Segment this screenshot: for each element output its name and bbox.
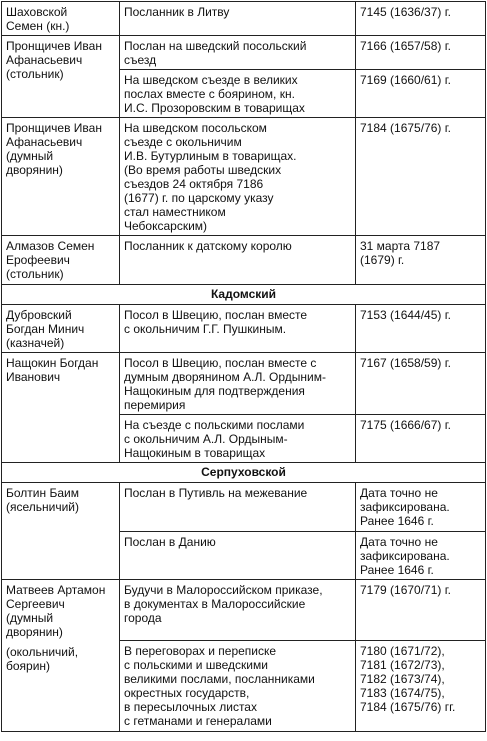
envoys-table: [1, 1, 486, 732]
name-cell: Нащокин Богдан Иванович: [2, 353, 120, 463]
name-cell: Пронщичев Иван Афанасьевич (стольник): [2, 36, 120, 118]
description-cell: В переговорах и переписке с польскими и шведскими великими послами, посланниками окрестных государств, в пересылочных листах с гетманами и генералами: [120, 641, 356, 732]
date-cell: 7179 (1670/71) г.: [356, 580, 486, 641]
name-cell: Шаховской Семен (кн.): [2, 2, 120, 36]
description-cell: Будучи в Малороссийском приказе, в документах в Малороссийские города: [120, 580, 356, 641]
description-cell: Посол в Швецию, послан вместе с думным дворянином А.Л. Ордыним- Нащокиным для подтверждения перемирия: [120, 353, 356, 415]
date-cell: 7145 (1636/37) г.: [356, 2, 486, 36]
description-cell: Посол в Швецию, послан вместе с окольничим Г.Г. Пушкиным.: [120, 305, 356, 353]
date-cell: 7180 (1671/72), 7181 (1672/73), 7182 (1673/74), 7183 (1674/75), 7184 (1675/76) гг.: [356, 641, 486, 732]
name-cell: Болтин Баим (ясельничий): [2, 483, 120, 580]
name-cell: Пронщичев Иван Афанасьевич (думный дворянин): [2, 118, 120, 236]
date-cell: 7169 (1660/61) г.: [356, 70, 486, 118]
description-cell: Послан в Данию: [120, 532, 356, 580]
date-cell: 7184 (1675/76) г.: [356, 118, 486, 236]
date-cell: 7167 (1658/59) г.: [356, 353, 486, 415]
description-cell: На шведском съезде в великих послах вместе с боярином, кн. И.С. Прозоровским в товарищах: [120, 70, 356, 118]
section-row: [2, 463, 486, 483]
description-cell: На съезде с польскими послами с окольничим А.Л. Ордыным- Нащокиным в товарищах: [120, 415, 356, 463]
description-cell: На шведском посольском съезде с окольничим И.В. Бутурлиным в товарищах. (Во время работы шведских съездов 24 октября 7186 (1677) г. по царскому указу стал наместником Чебоксарским): [120, 118, 356, 236]
name-cell: Дубровский Богдан Минич (казначей): [2, 305, 120, 353]
table-row: [2, 353, 486, 415]
table-row: [2, 2, 486, 36]
date-cell: 31 марта 7187 (1679) г.: [356, 236, 486, 285]
table-row: [2, 236, 486, 285]
description-cell: Послан в Путивль на межевание: [120, 483, 356, 532]
date-cell: 7153 (1644/45) г.: [356, 305, 486, 353]
description-cell: Посланник в Литву: [120, 2, 356, 36]
date-cell: 7166 (1657/58) г.: [356, 36, 486, 70]
table-row: [2, 36, 486, 70]
date-cell: 7175 (1666/67) г.: [356, 415, 486, 463]
person-rank: (окольничий, боярин): [6, 645, 79, 673]
section-row: [2, 285, 486, 305]
table-row: [2, 118, 486, 236]
section-heading-kadomsky: Кадомский: [2, 285, 486, 305]
description-cell: Послан на шведский посольский съезд: [120, 36, 356, 70]
table-row: [2, 305, 486, 353]
date-cell: Дата точно не зафиксирована. Ранее 1646 г.: [356, 532, 486, 580]
table-row: [2, 580, 486, 641]
description-cell: Посланник к датскому королю: [120, 236, 356, 285]
name-cell: [2, 580, 120, 732]
date-cell: Дата точно не зафиксирована. Ранее 1646 г.: [356, 483, 486, 532]
name-cell: Алмазов Семен Ерофеевич (стольник): [2, 236, 120, 285]
person-name: Матвеев Артамон Сергеевич (думный дворянин): [6, 583, 106, 639]
table-row: [2, 483, 486, 532]
section-heading-serpukhov: Серпуховской: [2, 463, 486, 483]
